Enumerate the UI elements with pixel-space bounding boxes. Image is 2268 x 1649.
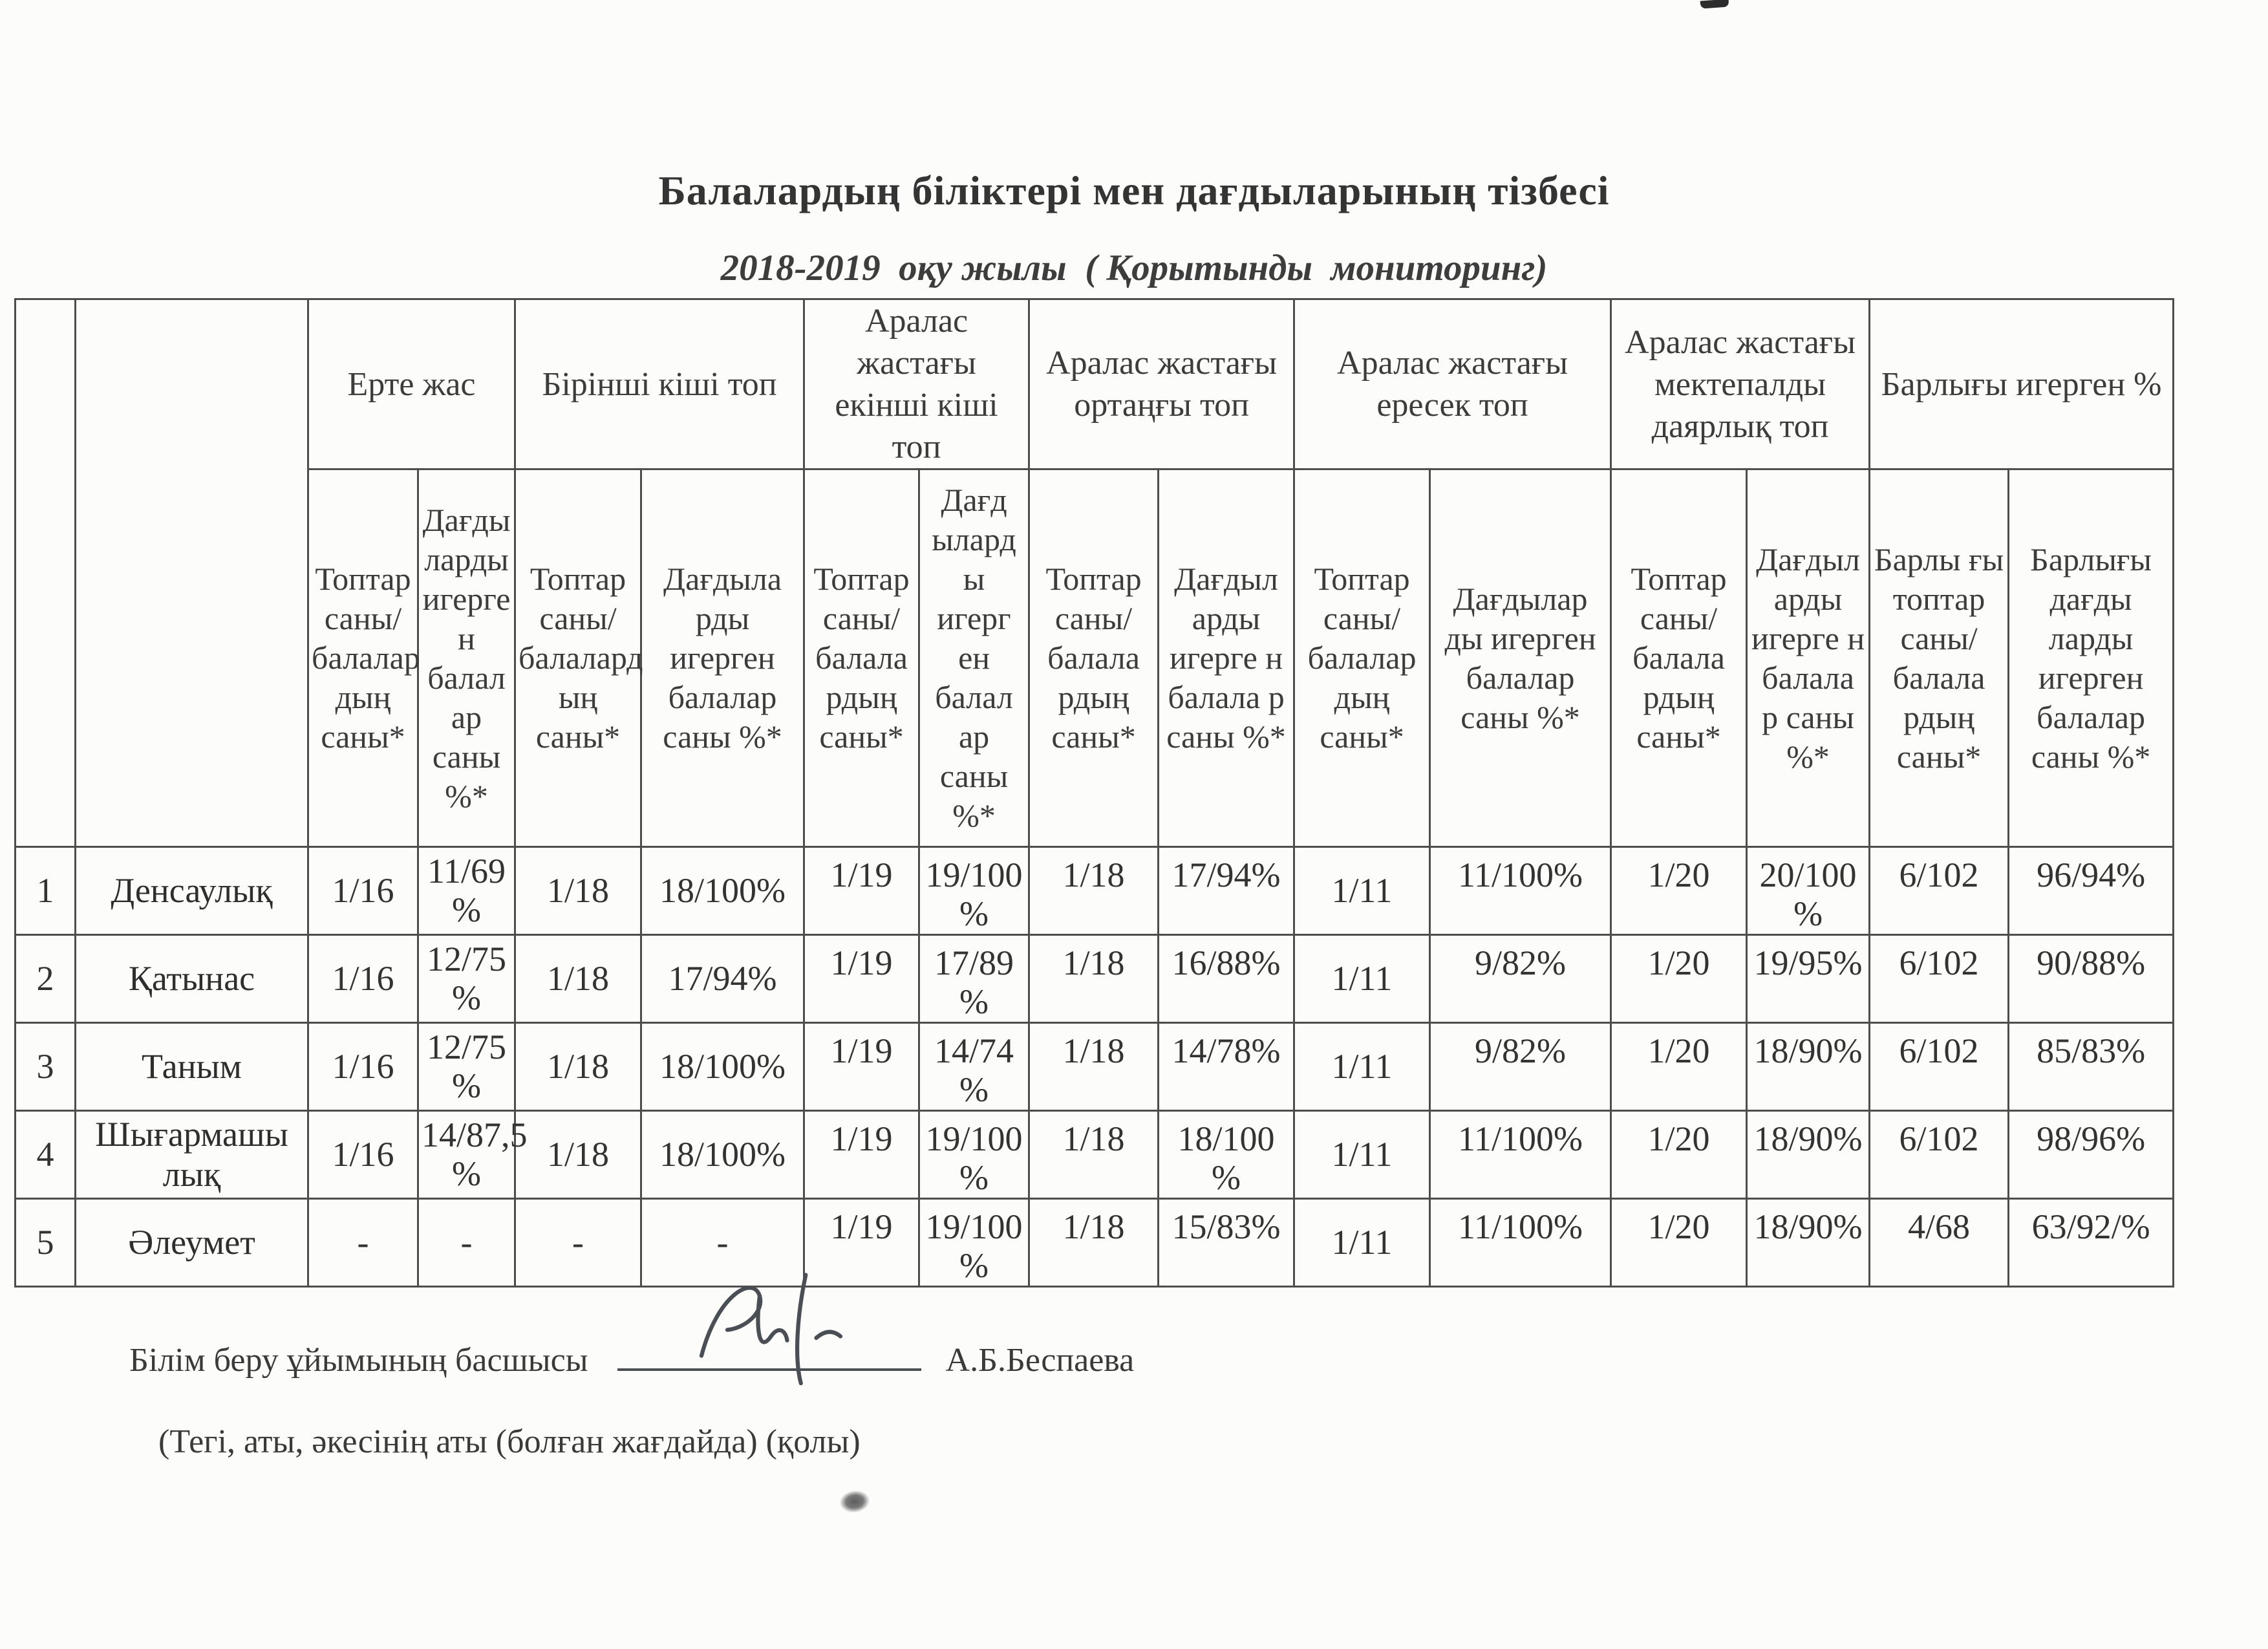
handwritten-signature	[679, 1257, 873, 1393]
skill-name: Денсаулық	[76, 847, 308, 935]
value-cell: 1/19	[804, 847, 919, 935]
value-cell: 6/102	[1870, 1110, 2009, 1198]
document-title: Балалардың біліктері мен дағдыларының тізбесі	[658, 167, 1610, 213]
value-cell: 9/82%	[1430, 934, 1611, 1022]
value-cell: 19/95%	[1747, 934, 1870, 1022]
value-cell: 1/20	[1611, 1022, 1747, 1110]
subheader-cell: Дағды ларды игерге н балал ар саны %*	[418, 469, 515, 847]
value-cell: 1/16	[308, 1110, 418, 1198]
value-cell: 1/20	[1611, 1198, 1747, 1286]
value-cell: 1/16	[308, 847, 418, 935]
subheader-cell: Барлығы дағды ларды игерген балалар саны %*	[2009, 469, 2174, 847]
skill-name: Қатынас	[76, 934, 308, 1022]
subheader-cell: Топтар саны/ балала рдың саны*	[1029, 469, 1159, 847]
value-cell: 1/18	[515, 1110, 641, 1198]
value-cell: 19/100 %	[919, 1198, 1029, 1286]
subheader-cell: Топтар саны/ балалар дың саны*	[1294, 469, 1430, 847]
value-cell: 85/83%	[2009, 1022, 2174, 1110]
value-cell: 1/18	[515, 934, 641, 1022]
value-cell: -	[641, 1198, 804, 1286]
signature-row	[129, 1327, 1134, 1379]
group-header-barlygy: Барлығы игерген %	[1870, 299, 2174, 469]
value-cell: 1/19	[804, 1110, 919, 1198]
value-cell: 1/19	[804, 1198, 919, 1286]
value-cell: 17/94%	[641, 934, 804, 1022]
signatory-label: Білім беру ұйымының басшысы	[129, 1342, 588, 1379]
subheader-cell: Топтар саны/ балалард ың саны*	[515, 469, 641, 847]
value-cell: 1/20	[1611, 847, 1747, 935]
document-subtitle: 2018-2019 оқу жылы ( Қорытынды мониторинг)	[720, 248, 1548, 288]
value-cell: 63/92/%	[2009, 1198, 2174, 1286]
subheader-cell: Дағдыла рды игерген балалар саны %*	[641, 469, 804, 847]
corner-cell-name	[76, 299, 308, 847]
value-cell: 11/100%	[1430, 847, 1611, 935]
value-cell: 18/90%	[1747, 1110, 1870, 1198]
value-cell: 17/94%	[1159, 847, 1294, 935]
subheader-cell: Топтар саны/ балала рдың саны*	[1611, 469, 1747, 847]
value-cell: 1/11	[1294, 934, 1430, 1022]
value-cell: 6/102	[1870, 934, 2009, 1022]
group-header-ortangy: Аралас жастағы ортаңғы топ	[1029, 299, 1294, 469]
skill-name: Таным	[76, 1022, 308, 1110]
signature-line	[617, 1327, 921, 1371]
value-cell: 18/100%	[641, 1110, 804, 1198]
value-cell: 1/18	[1029, 847, 1159, 935]
value-cell: 18/100%	[641, 1022, 804, 1110]
value-cell: -	[515, 1198, 641, 1286]
value-cell: 18/90%	[1747, 1198, 1870, 1286]
skill-name: Әлеумет	[76, 1198, 308, 1286]
value-cell: 12/75 %	[418, 1022, 515, 1110]
value-cell: 11/100%	[1430, 1198, 1611, 1286]
value-cell: 1/18	[1029, 1110, 1159, 1198]
subheader-cell: Барлы ғы топтар саны/ балала рдың саны*	[1870, 469, 2009, 847]
row-number: 3	[16, 1022, 76, 1110]
subheader-cell: Дағдылар ды игерген балалар саны %*	[1430, 469, 1611, 847]
row-number: 2	[16, 934, 76, 1022]
table-row	[16, 847, 2174, 935]
value-cell: 1/11	[1294, 1198, 1430, 1286]
value-cell: 1/18	[1029, 934, 1159, 1022]
value-cell: 90/88%	[2009, 934, 2174, 1022]
value-cell: 19/100 %	[919, 1110, 1029, 1198]
value-cell: 19/100 %	[919, 847, 1029, 935]
value-cell: 18/90%	[1747, 1022, 1870, 1110]
subheader-cell: Топтар саны/ балала рдың саны*	[804, 469, 919, 847]
skills-monitoring-table	[14, 298, 2174, 1288]
group-header-erte-zhas: Ерте жас	[308, 299, 515, 469]
value-cell: 1/19	[804, 934, 919, 1022]
corner-cell-number	[16, 299, 76, 847]
value-cell: 4/68	[1870, 1198, 2009, 1286]
value-cell: 11/69 %	[418, 847, 515, 935]
value-cell: 1/18	[515, 847, 641, 935]
value-cell: 98/96%	[2009, 1110, 2174, 1198]
group-header-birinshi-kishi: Бірінші кіші топ	[515, 299, 804, 469]
value-cell: 18/100 %	[1159, 1110, 1294, 1198]
value-cell: -	[308, 1198, 418, 1286]
value-cell: 1/11	[1294, 1022, 1430, 1110]
subheader-cell: Дағдыл арды игерге н балала р саны %*	[1747, 469, 1870, 847]
value-cell: 1/16	[308, 934, 418, 1022]
value-cell: 1/18	[1029, 1198, 1159, 1286]
value-cell: 1/19	[804, 1022, 919, 1110]
value-cell: 1/18	[1029, 1022, 1159, 1110]
group-header-ekinshi-kishi: Аралас жастағы екінші кіші топ	[804, 299, 1029, 469]
value-cell: 14/78%	[1159, 1022, 1294, 1110]
table-row	[16, 1110, 2174, 1198]
scan-smudge	[833, 1485, 876, 1518]
table-row	[16, 934, 2174, 1022]
signature-note: (Тегі, аты, әкесінің аты (болған жағдайда) (қолы)	[158, 1423, 861, 1460]
value-cell: 96/94%	[2009, 847, 2174, 935]
value-cell: 6/102	[1870, 1022, 2009, 1110]
row-number: 5	[16, 1198, 76, 1286]
table-row	[16, 1022, 2174, 1110]
value-cell: 1/20	[1611, 1110, 1747, 1198]
value-cell: 14/87,5 %	[418, 1110, 515, 1198]
table-row	[16, 1198, 2174, 1286]
row-number: 4	[16, 1110, 76, 1198]
skill-name: Шығармашы лық	[76, 1110, 308, 1198]
value-cell: 15/83%	[1159, 1198, 1294, 1286]
subheader-cell: Дағд ылард ы игерг ен балал ар саны %*	[919, 469, 1029, 847]
subheader-cell: Дағдыл арды игерге н балала р саны %*	[1159, 469, 1294, 847]
value-cell: 1/16	[308, 1022, 418, 1110]
value-cell: -	[418, 1198, 515, 1286]
value-cell: 14/74 %	[919, 1022, 1029, 1110]
subheader-cell: Топтар саны/ балалар дың саны*	[308, 469, 418, 847]
value-cell: 20/100 %	[1747, 847, 1870, 935]
value-cell: 1/18	[515, 1022, 641, 1110]
value-cell: 18/100%	[641, 847, 804, 935]
value-cell: 12/75 %	[418, 934, 515, 1022]
row-number: 1	[16, 847, 76, 935]
value-cell: 17/89 %	[919, 934, 1029, 1022]
signatory-name: А.Б.Беспаева	[945, 1342, 1135, 1379]
scan-corner-artifact	[1700, 0, 1729, 9]
value-cell: 1/11	[1294, 1110, 1430, 1198]
value-cell: 1/11	[1294, 847, 1430, 935]
value-cell: 16/88%	[1159, 934, 1294, 1022]
value-cell: 6/102	[1870, 847, 2009, 935]
value-cell: 11/100%	[1430, 1110, 1611, 1198]
value-cell: 9/82%	[1430, 1022, 1611, 1110]
group-header-eresek: Аралас жастағы ересек топ	[1294, 299, 1611, 469]
value-cell: 1/20	[1611, 934, 1747, 1022]
group-header-mektepaldy: Аралас жастағы мектепалды даярлық топ	[1611, 299, 1870, 469]
